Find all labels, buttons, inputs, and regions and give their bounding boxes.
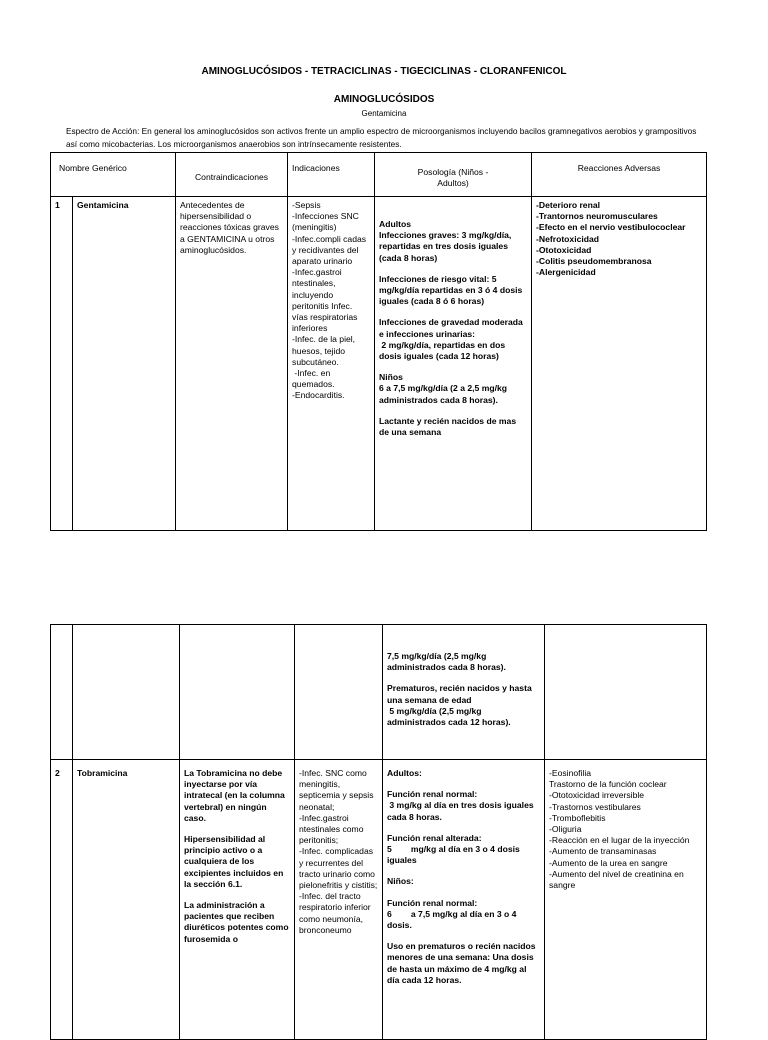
table-row — [51, 760, 707, 1040]
adverse-reactions-cell: -Deterioro renal -Trantornos neuromusculares -Efecto en el nervio vestibulococlear -Nefrotoxicidad -Ototoxicidad -Colitis pseudomembranosa -Alergenicidad — [532, 197, 707, 531]
contraindications-cell — [180, 760, 295, 1040]
posology-adults: Adultos: — [387, 768, 422, 778]
posology-premature: Prematuros, recién nacidos y hasta una semana de edad 5 mg/kg/día (2,5 mg/kg administrados cada 12 horas). — [387, 683, 532, 728]
indications-cell: -Sepsis -Infecciones SNC (meningitis) -Infec.compli cadas y recidivantes del aparato urinario -Infec.gastroi ntestinales, incluyendo peritonitis Infec. vías respiratorias inferiores -Infec. de la piel, huesos, tejido subcutáneo. -Infec. en quemados. -Endocarditis. — [288, 197, 375, 531]
drug-name: Tobramicina — [73, 760, 180, 1040]
adverse-reactions-empty — [545, 625, 707, 760]
posology-infants-dose: 7,5 mg/kg/día (2,5 mg/kg administrados cada 8 horas). — [387, 651, 506, 673]
posology-risk: Infecciones de riesgo vital: 5 mg/kg/día repartidas en 3 ó 4 dosis iguales (cada 8 ó 6 horas) — [379, 273, 523, 307]
drug-table-page-2 — [50, 624, 707, 1040]
section-title: AMINOGLUCÓSIDOS — [333, 94, 435, 105]
row-number-empty — [51, 625, 73, 760]
posology-altered-renal: Función renal alterada: 5 mg/kg al día en 3 o 4 dosis iguales — [387, 832, 520, 866]
posology-moderate: Infecciones de gravedad moderada e infecciones urinarias: 2 mg/kg/día, repartidas en dos dosis iguales (cada 12 horas) — [379, 317, 523, 362]
contra-hypersensitivity: Hipersensibilidad al principio activo o a cualquiera de los excipientes incluidos en la sección 6.1. — [184, 834, 284, 889]
indications-empty — [295, 625, 383, 760]
posology-infants: Lactante y recién nacidos de mas de una semana — [379, 415, 517, 438]
row-number: 2 — [51, 760, 73, 1040]
posology-children: Niños 6 a 7,5 mg/kg/día (2 a 2,5 mg/kg administrados cada 8 horas). — [379, 372, 508, 405]
header-indicaciones: Indicaciones — [288, 153, 375, 197]
table-row — [51, 625, 707, 760]
contra-diuretics: La administración a pacientes que reciben diuréticos potentes como furosemida o — [184, 900, 289, 944]
posology-cell-continued — [383, 625, 545, 760]
posology-cell — [383, 760, 545, 1040]
section-subtitle: Gentamicina — [361, 109, 407, 118]
spectrum-paragraph: Espectro de Acción: En general los aminoglucósidos son activos frente un amplio espectro de microorganismos incluyendo bacilos gramnegativos aerobios y grampositivos así como micobacterias. Los microorganismos anaerobios son intrínsecamente resistentes. — [66, 126, 697, 149]
posology-normal-renal: Función renal normal: 3 mg/kg al día en tres dosis iguales cada 8 horas. — [387, 789, 534, 822]
drug-name: Gentamicina — [73, 197, 176, 531]
adverse-reactions-cell: -Eosinofilia Trastorno de la función coclear -Ototoxicidad irreversible -Trastornos vestibulares -Tromboflebitis -Oliguria -Reacción en el lugar de la inyección -Aumento de transaminasas -Aumento de la urea en sangre -Aumento del nivel de creatinina en sangre — [545, 760, 707, 1040]
header-nombre: Nombre Genérico — [51, 153, 176, 197]
row-number: 1 — [51, 197, 73, 531]
table-header-row — [51, 153, 707, 197]
drug-name-empty — [73, 625, 180, 760]
drug-table-page-1 — [50, 152, 707, 531]
header-reacciones: Reacciones Adversas — [532, 153, 707, 197]
posology-premature: Uso en prematuros o recién nacidos menores de una semana: Una dosis de hasta un máximo de 4 mg/kg al día cada 12 horas. — [387, 941, 536, 985]
posology-children-normal-renal: Función renal normal: 6 a 7,5 mg/kg al día en 3 o 4 dosis. — [387, 897, 517, 931]
contraindications-cell: Antecedentes de hipersensibilidad o reacciones tóxicas graves a GENTAMICINA u otros aminoglucósidos. — [176, 197, 288, 531]
header-posologia: Posología (Niños - Adultos) — [375, 153, 532, 197]
posology-cell — [375, 197, 532, 531]
indications-cell: -Infec. SNC como meningitis, septicemia y sepsis neonatal; -Infec.gastroi ntestinales como peritonitis; -Infec. complicadas y recurrentes del tracto urinario como pielonefritis y cistitis; -Infec. del tracto respiratorio inferior como neumonía, bronconeumo — [295, 760, 383, 1040]
header-contraindicaciones: Contraindicaciones — [176, 153, 288, 197]
document-title: AMINOGLUCÓSIDOS - TETRACICLINAS - TIGECICLINAS - CLORANFENICOL — [201, 66, 567, 77]
posology-adults: Adultos Infecciones graves: 3 mg/kg/día, repartidas en tres dosis iguales (cada 8 horas) — [379, 219, 512, 263]
posology-children: Niños: — [387, 876, 414, 887]
contra-intrathecal: La Tobramicina no debe inyectarse por vía intratecal (en la columna vertebral) en ningún caso. — [184, 768, 285, 823]
table-row — [51, 197, 707, 531]
contraindications-empty — [180, 625, 295, 760]
